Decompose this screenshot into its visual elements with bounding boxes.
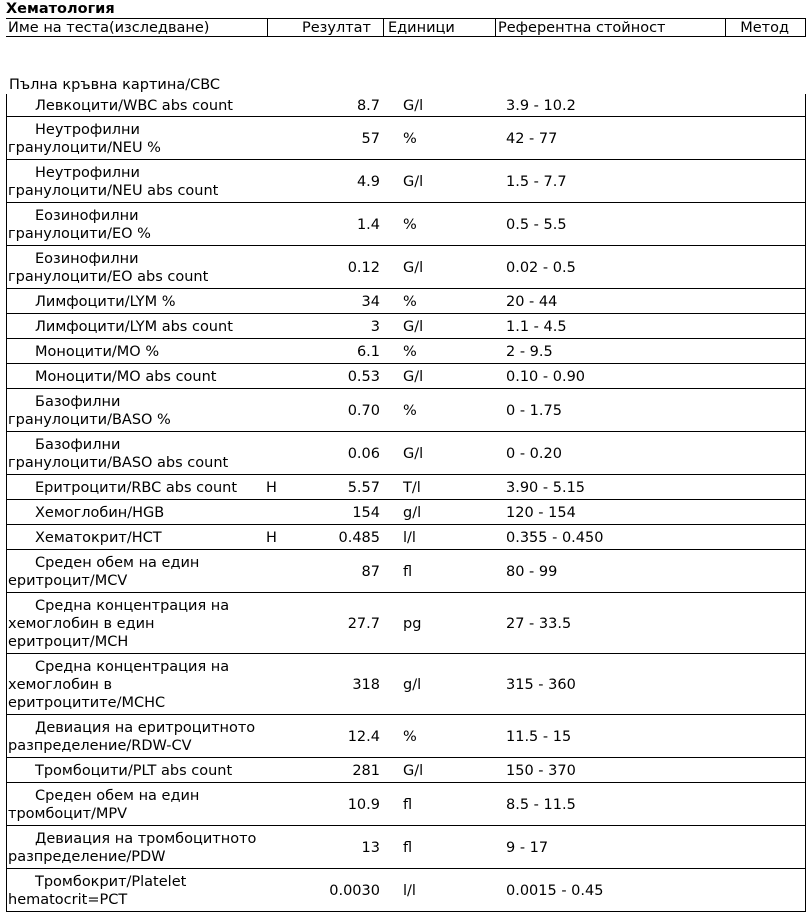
result-unit: G/l: [403, 445, 424, 462]
result-value: 0.12: [347, 259, 380, 276]
result-flag: [266, 364, 296, 389]
test-name-line: Тромбоцити/PLT abs count: [35, 762, 233, 779]
test-name-line: гранулоцити/NEU %: [8, 139, 161, 156]
reference-range: 9 - 17: [506, 839, 549, 856]
test-name: [8, 758, 266, 783]
result-flag: [266, 289, 296, 314]
result-unit: %: [403, 216, 417, 233]
test-name-line: разпределение/PDW: [8, 848, 166, 865]
table-row: [6, 432, 806, 475]
reference-range: 27 - 33.5: [506, 615, 572, 632]
test-name-line: hematocrit=PCT: [8, 891, 128, 908]
result-value: 0.06: [347, 445, 380, 462]
table-row: [6, 117, 806, 160]
table-row: [6, 500, 806, 525]
table-row: [6, 826, 806, 869]
result-value: 1.4: [356, 216, 380, 233]
result-unit: g/l: [403, 504, 422, 521]
result-flag: [266, 432, 296, 475]
table-row: [6, 203, 806, 246]
test-name: [8, 289, 266, 314]
reference-range: 3.9 - 10.2: [506, 97, 576, 114]
result-flag: H: [266, 529, 277, 546]
reference-range: 1.1 - 4.5: [506, 318, 567, 335]
result-unit: %: [403, 343, 417, 360]
test-name-line: Средна концентрация на: [35, 658, 230, 675]
result-flag: [266, 94, 296, 117]
result-value: 154: [352, 504, 380, 521]
test-name: [8, 654, 266, 715]
table-row: [6, 94, 806, 117]
test-name: [8, 203, 266, 246]
result-value: 13: [361, 839, 380, 856]
table-row: [6, 289, 806, 314]
test-name-line: гранулоцити/EO %: [8, 225, 151, 242]
result-value: 318: [352, 676, 380, 693]
test-name: [8, 432, 266, 475]
test-name-line: Еозинофилни: [35, 207, 139, 224]
reference-range: 0.5 - 5.5: [506, 216, 567, 233]
test-name-line: Неутрофилни: [35, 164, 140, 181]
table-row: [6, 715, 806, 758]
result-value: 8.7: [356, 97, 380, 114]
table-row: [6, 364, 806, 389]
result-flag: [266, 550, 296, 593]
result-unit: T/l: [403, 479, 421, 496]
result-unit: %: [403, 130, 417, 147]
table-row: [6, 339, 806, 364]
test-name-line: Среден обем на един: [35, 554, 200, 571]
table-row: [6, 869, 806, 912]
result-unit: l/l: [403, 529, 416, 546]
test-name: [8, 314, 266, 339]
test-name: [8, 94, 266, 117]
result-value: 12.4: [347, 728, 380, 745]
result-flag: [266, 160, 296, 203]
test-name-line: хемоглобин в един: [8, 615, 155, 632]
result-value: 0.70: [347, 402, 380, 419]
header-reference: Референтна стойност: [496, 19, 726, 37]
test-name: [8, 869, 266, 912]
reference-range: 20 - 44: [506, 293, 558, 310]
result-value: 0.485: [338, 529, 380, 546]
header-units: Единици: [384, 19, 496, 37]
test-name-line: Моноцити/MO %: [35, 343, 160, 360]
test-name-line: Хематокрит/HCT: [35, 529, 162, 546]
reference-range: 0 - 1.75: [506, 402, 562, 419]
test-name-line: гранулоцити/NEU abs count: [8, 182, 219, 199]
group-title: Пълна кръвна картина/CBC: [9, 77, 221, 93]
result-flag: [266, 869, 296, 912]
test-name-line: Лимфоцити/LYM abs count: [35, 318, 233, 335]
reference-range: 0.10 - 0.90: [506, 368, 586, 385]
reference-range: 2 - 9.5: [506, 343, 553, 360]
result-unit: G/l: [403, 259, 424, 276]
result-value: 0.0030: [329, 882, 380, 899]
test-name-line: Девиация на еритроцитното: [35, 719, 256, 736]
result-unit: fl: [403, 839, 413, 856]
reference-range: 8.5 - 11.5: [506, 796, 576, 813]
test-name: [8, 550, 266, 593]
result-unit: %: [403, 728, 417, 745]
table-row: [6, 389, 806, 432]
test-name-line: еритроцитите/MCHC: [8, 694, 166, 711]
test-name: [8, 364, 266, 389]
reference-range: 3.90 - 5.15: [506, 479, 586, 496]
result-value: 34: [361, 293, 380, 310]
test-name-line: Средна концентрация на: [35, 597, 230, 614]
test-name-line: разпределение/RDW-CV: [8, 737, 192, 754]
result-unit: G/l: [403, 97, 424, 114]
table-row: [6, 654, 806, 715]
result-flag: [266, 203, 296, 246]
test-name: [8, 160, 266, 203]
reference-range: 0 - 0.20: [506, 445, 562, 462]
test-name-line: Базофилни: [35, 393, 121, 410]
test-name-line: Еритроцити/RBC abs count: [35, 479, 238, 496]
result-flag: [266, 500, 296, 525]
test-name-line: Неутрофилни: [35, 121, 140, 138]
reference-range: 1.5 - 7.7: [506, 173, 567, 190]
table-row: [6, 783, 806, 826]
result-flag: [266, 389, 296, 432]
result-flag: [266, 758, 296, 783]
test-name-line: Еозинофилни: [35, 250, 139, 267]
result-flag: [266, 715, 296, 758]
test-name-line: Лимфоцити/LYM %: [35, 293, 176, 310]
header-name: Име на теста(изследване): [6, 19, 268, 37]
table-row: [6, 593, 806, 654]
table-row: [6, 550, 806, 593]
result-unit: G/l: [403, 173, 424, 190]
result-unit: g/l: [403, 676, 422, 693]
table-row: [6, 246, 806, 289]
result-value: 6.1: [356, 343, 380, 360]
header-method: Метод: [726, 19, 806, 37]
reference-range: 42 - 77: [506, 130, 558, 147]
result-value: 87: [361, 563, 380, 580]
section-title: Хематология: [6, 0, 806, 19]
test-name: [8, 475, 266, 500]
result-value: 281: [352, 762, 380, 779]
result-unit: G/l: [403, 368, 424, 385]
test-name: [8, 389, 266, 432]
result-value: 5.57: [347, 479, 380, 496]
test-name: [8, 525, 266, 550]
reference-range: 11.5 - 15: [506, 728, 572, 745]
table-row: [6, 160, 806, 203]
test-name-line: гранулоцити/BASO %: [8, 411, 171, 428]
result-unit: fl: [403, 796, 413, 813]
table-row: [6, 475, 806, 500]
reference-range: 120 - 154: [506, 504, 576, 521]
result-flag: [266, 654, 296, 715]
test-name: [8, 783, 266, 826]
test-name-line: еритроцит/MCH: [8, 633, 129, 650]
test-name-line: хемоглобин в: [8, 676, 113, 693]
result-flag: [266, 826, 296, 869]
result-flag: [266, 117, 296, 160]
result-flag: [266, 783, 296, 826]
result-unit: l/l: [403, 882, 416, 899]
result-value: 0.53: [347, 368, 380, 385]
result-flag: [266, 246, 296, 289]
result-value: 57: [361, 130, 380, 147]
result-flag: [266, 314, 296, 339]
result-unit: pg: [403, 615, 422, 632]
test-name-line: Моноцити/MO abs count: [35, 368, 217, 385]
header-result: Резултат: [268, 19, 384, 37]
reference-range: 150 - 370: [506, 762, 576, 779]
test-name: [8, 593, 266, 654]
test-name-line: Тромбокрит/Platelet: [35, 873, 187, 890]
reference-range: 0.355 - 0.450: [506, 529, 604, 546]
result-unit: G/l: [403, 318, 424, 335]
reference-range: 315 - 360: [506, 676, 576, 693]
reference-range: 0.02 - 0.5: [506, 259, 576, 276]
table-row: [6, 314, 806, 339]
test-name-line: Среден обем на един: [35, 787, 200, 804]
result-flag: [266, 593, 296, 654]
test-name: [8, 715, 266, 758]
result-value: 10.9: [347, 796, 380, 813]
result-unit: G/l: [403, 762, 424, 779]
test-name: [8, 500, 266, 525]
test-name-line: гранулоцити/EO abs count: [8, 268, 209, 285]
result-flag: [266, 339, 296, 364]
test-name-line: Базофилни: [35, 436, 121, 453]
test-name: [8, 246, 266, 289]
result-value: 4.9: [356, 173, 380, 190]
test-name-line: гранулоцити/BASO abs count: [8, 454, 229, 471]
result-unit: %: [403, 293, 417, 310]
test-name-line: Левкоцити/WBC abs count: [35, 97, 233, 114]
test-name-line: тромбоцит/MPV: [8, 805, 128, 822]
result-value: 3: [370, 318, 380, 335]
table-row: [6, 525, 806, 550]
table-row: [6, 758, 806, 783]
reference-range: 0.0015 - 0.45: [506, 882, 604, 899]
test-name: [8, 339, 266, 364]
test-name: [8, 826, 266, 869]
test-name-line: Девиация на тромбоцитното: [35, 830, 257, 847]
test-name-line: Хемоглобин/HGB: [35, 504, 165, 521]
test-name-line: еритроцит/MCV: [8, 572, 128, 589]
result-flag: H: [266, 479, 277, 496]
reference-range: 80 - 99: [506, 563, 558, 580]
result-unit: %: [403, 402, 417, 419]
result-unit: fl: [403, 563, 413, 580]
result-value: 27.7: [347, 615, 380, 632]
test-name: [8, 117, 266, 160]
